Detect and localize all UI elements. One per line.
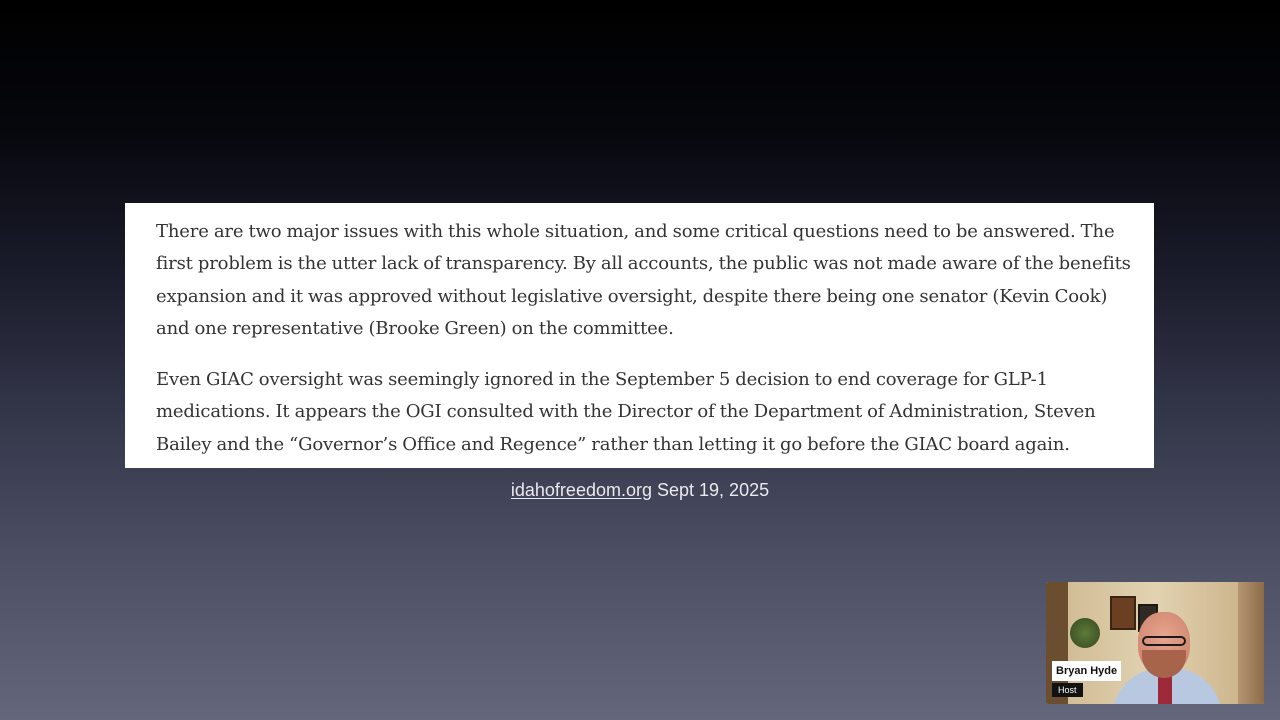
quote-paragraph-1: There are two major issues with this whole situation, and some critical questions need to be answered. The first problem is the utter lack of transparency. By all accounts, the public was not made aware of the benefits expansion and it was approved without legislative oversight, despite there being one senator (Kevin Cook) and one representative (Brooke Green) on the committee.	[156, 221, 1131, 339]
video-door	[1238, 582, 1264, 704]
host-glasses	[1142, 636, 1186, 646]
host-video-tile[interactable]	[1046, 582, 1264, 704]
host-tie	[1158, 674, 1172, 704]
source-citation	[0, 478, 1280, 502]
source-link[interactable]: idahofreedom.org	[510, 480, 652, 500]
video-picture-frame	[1110, 596, 1136, 630]
video-plant	[1070, 618, 1100, 648]
quote-paragraph-2: Even GIAC oversight was seemingly ignored in the September 5 decision to end coverage for GLP-1 medications. It appears the OGI consulted with the Director of the Department of Administration, Steven Bailey and the “Governor’s Office and Regence” rather than letting it go before the GIAC board again.	[156, 369, 1096, 455]
quote-card	[125, 203, 1154, 468]
participant-name-tag: Bryan Hyde	[1052, 661, 1121, 681]
participant-role-tag: Host	[1052, 683, 1083, 697]
source-date: Sept 19, 2025	[657, 480, 770, 500]
